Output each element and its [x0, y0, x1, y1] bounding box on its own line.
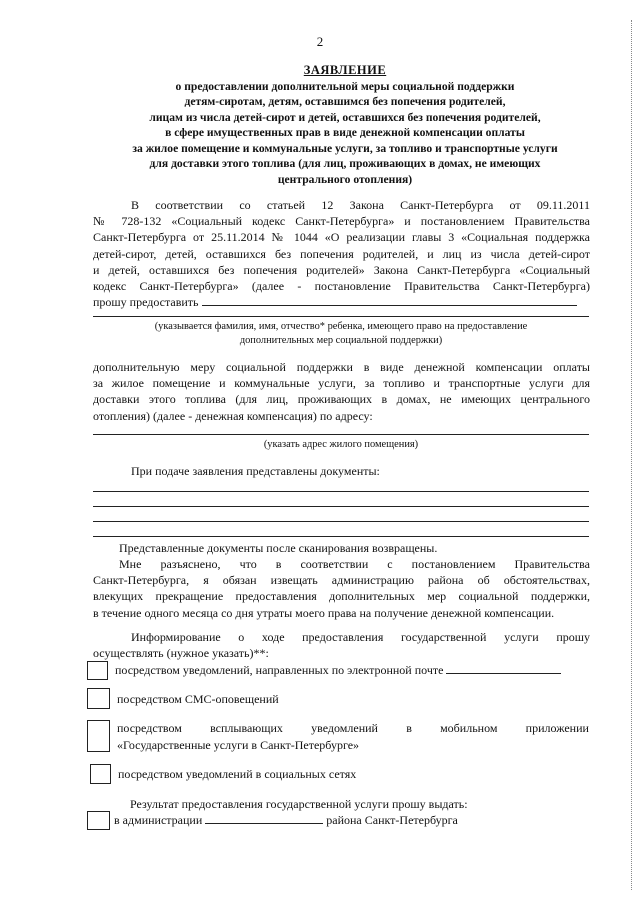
title-line: за жилое помещение и коммунальные услуги, за топливо и транспортные услуги — [132, 141, 558, 155]
title-line: в сфере имущественных прав в виде денежной компенсации оплаты — [165, 126, 525, 139]
document-line[interactable] — [93, 506, 589, 507]
legal-basis-paragraph — [93, 197, 590, 310]
caption-line: (указывается фамилия, имя, отчество* ребенка, имеющего право на предоставление — [154, 321, 528, 332]
paragraph-line: в течение одного месяца со дня утраты моего права на получение денежной компенсации. — [93, 605, 555, 620]
paragraph-line: № 728-132 «Социальный кодекс Санкт-Петербурга» и постановлением Правительства — [93, 214, 590, 229]
result-intro: Результат предоставления государственной услуги прошу выдать: — [130, 797, 468, 811]
paragraph-line: кодекс Санкт-Петербурга» (далее - постановление Правительства Санкт-Петербурга) — [93, 279, 590, 294]
title-line: о предоставлении дополнительной меры социальной поддержки — [175, 79, 515, 93]
title-line: лицам из числа детей-сирот и детей, оставшихся без попечения родителей, — [149, 110, 541, 124]
paragraph-line — [93, 294, 590, 310]
address-caption: (указать адрес жилого помещения) — [263, 439, 419, 450]
sms-checkbox[interactable] — [87, 688, 110, 709]
app-option-word: уведомлений — [311, 721, 378, 735]
caption-line: дополнительных мер социальной поддержки) — [239, 335, 443, 346]
paragraph-line: Мне разъяснено, что в соответствии с постановлением Правительства — [119, 557, 590, 571]
child-name-line[interactable] — [93, 316, 589, 317]
paragraph-line: отопления) (далее - денежная компенсация) по адресу: — [93, 408, 373, 423]
sms-option-label: посредством СМС-оповещений — [117, 692, 279, 706]
paragraph-line: осуществлять (нужное указать)**: — [93, 646, 269, 661]
email-address-field[interactable] — [446, 663, 561, 674]
district-field[interactable] — [205, 813, 323, 824]
documents-returned-text: Представленные документы после сканирования возвращены. — [119, 541, 438, 555]
app-option-name: «Государственные услуги в Санкт-Петербурге» — [117, 738, 360, 752]
administration-checkbox[interactable] — [87, 811, 110, 830]
result-option-prefix: в администрации — [114, 813, 203, 827]
request-label: прошу предоставить — [93, 295, 199, 310]
document-line[interactable] — [93, 491, 589, 492]
documents-intro-text: При подаче заявления представлены документы: — [131, 464, 380, 478]
document-title — [60, 63, 630, 187]
title-line: детям-сиротам, детям, оставшимся без попечения родителей, — [184, 95, 506, 108]
title-heading: ЗАЯВЛЕНИЕ — [303, 63, 387, 77]
paragraph-line: за жилое помещение и коммунальные услуги, за топливо и транспортные услуги для — [93, 376, 590, 391]
app-checkbox[interactable] — [87, 720, 110, 752]
paragraph-line: Информирование о ходе предоставления государственной услуги прошу — [131, 630, 590, 644]
social-option-label: посредством уведомлений в социальных сетях — [118, 767, 357, 781]
app-option-word: посредством — [117, 721, 182, 735]
email-checkbox[interactable] — [87, 661, 108, 680]
obligation-paragraph — [93, 556, 590, 621]
paragraph-line: дополнительную меру социальной поддержки в виде денежной компенсации оплаты — [93, 360, 590, 374]
documents-returned — [93, 540, 590, 556]
paragraph-line: доставки этого топлива (для лиц, проживающих в домах, не имеющих центрального — [93, 392, 590, 407]
document-line[interactable] — [93, 536, 589, 537]
paragraph-line: Санкт-Петербурга, я обязан извещать администрацию района об обстоятельствах, — [93, 573, 590, 588]
result-option-suffix: района Санкт-Петербурга — [326, 813, 458, 827]
title-line: для доставки этого топлива (для лиц, проживающих в домах, не имеющих — [149, 157, 541, 170]
result-option — [114, 812, 458, 828]
email-option-label: посредством уведомлений, направленных по электронной почте — [115, 663, 444, 677]
document-line[interactable] — [93, 521, 589, 522]
paragraph-line: В соответствии со статьей 12 Закона Санкт-Петербурга от 09.11.2011 — [131, 198, 590, 212]
paragraph-line: Санкт-Петербурга от 25.11.2014 № 1044 «О реализации главы 3 «Социальная поддержка — [93, 230, 590, 245]
app-option-word: всплывающих — [210, 721, 283, 735]
informing-paragraph — [93, 629, 590, 661]
documents-intro — [93, 463, 590, 479]
compensation-paragraph — [93, 359, 590, 424]
email-option — [115, 662, 561, 678]
child-name-field[interactable] — [202, 295, 577, 306]
app-option-line — [117, 720, 589, 736]
app-option-word: мобильном — [440, 721, 498, 735]
page-number: 2 — [316, 34, 324, 49]
address-line[interactable] — [93, 434, 589, 435]
page-edge-divider — [631, 20, 633, 890]
title-line: центрального отопления) — [277, 172, 413, 186]
child-caption — [93, 320, 589, 348]
app-option-word: в — [406, 721, 412, 735]
paragraph-line: и детей, оставшихся без попечения родителей» Закона Санкт-Петербурга «Социальный — [93, 262, 590, 277]
paragraph-line: влекущих прекращение предоставления дополнительных мер социальной поддержки, — [93, 589, 590, 604]
app-option-word: приложении — [525, 721, 589, 735]
social-checkbox[interactable] — [90, 764, 111, 784]
paragraph-line: детей-сирот, детей, оставшихся без попечения родителей, и лиц из числа детей-сирот — [93, 246, 590, 261]
